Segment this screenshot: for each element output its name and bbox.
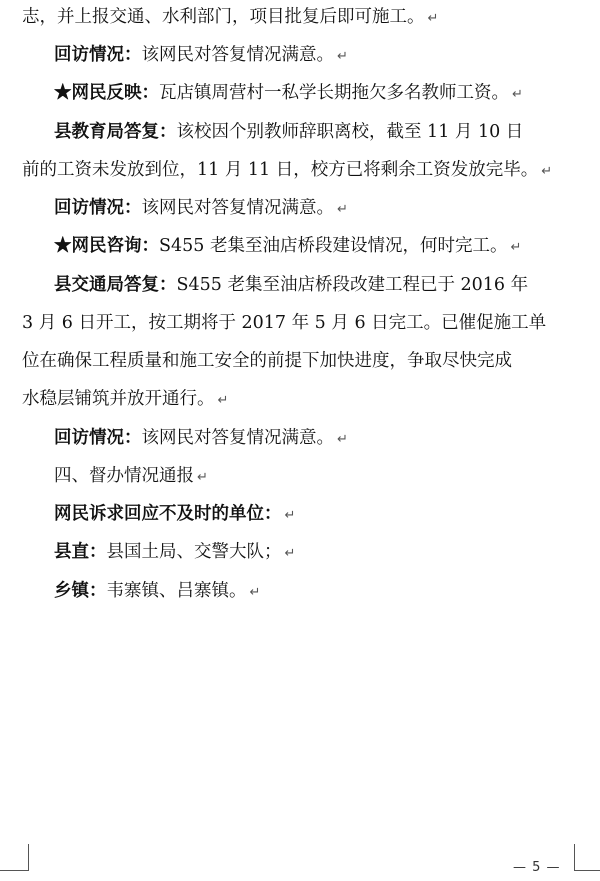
- paragraph-label: 回访情况：: [54, 428, 142, 448]
- paragraph-text: 该网民对答复情况满意。: [141, 198, 334, 218]
- paragraph-mark-icon: ↵: [510, 240, 522, 255]
- paragraph-line-4: [54, 121, 582, 143]
- paragraph-label: 乡镇：: [54, 581, 107, 601]
- paragraph-text: 四、督办情况通报: [54, 466, 194, 486]
- page-number: — 5 —: [513, 860, 561, 875]
- paragraph-text: S455 老集至油店桥段改建工程已于 2016 年: [176, 275, 529, 295]
- paragraph-text: 该网民对答复情况满意。: [141, 45, 334, 65]
- paragraph-mark-icon: ↵: [197, 470, 208, 485]
- paragraph-text: 志，并上报交通、水利部门，项目批复后即可施工。: [22, 7, 425, 27]
- paragraph-mark-icon: ↵: [217, 393, 229, 408]
- paragraph-text: 该校因个别教师辞职离校，截至 11 月 10 日: [176, 122, 524, 142]
- paragraph-line-2: [54, 44, 582, 68]
- paragraph-text: 韦寨镇、吕寨镇。: [106, 581, 247, 601]
- paragraph-label: ★网民反映：: [54, 83, 159, 103]
- paragraph-text: 位在确保工程质量和施工安全的前提下加快进度，争取尽快完成: [22, 351, 512, 371]
- paragraph-text: S455 老集至油店桥段建设情况，何时完工。: [159, 236, 508, 256]
- paragraph-label: 县交通局答复：: [54, 275, 177, 295]
- paragraph-mark-icon: ↵: [284, 546, 296, 561]
- paragraph-mark-icon: ↵: [512, 87, 523, 102]
- paragraph-line-5: [22, 159, 582, 183]
- paragraph-mark-icon: ↵: [337, 432, 348, 447]
- paragraph-text: 瓦店镇周营村一私学长期拖欠多名教师工资。: [159, 83, 509, 103]
- paragraph-mark-icon: ↵: [427, 11, 439, 26]
- paragraph-line-14: [54, 503, 582, 527]
- paragraph-line-6: [54, 197, 582, 221]
- paragraph-mark-icon: ↵: [249, 585, 261, 600]
- paragraph-text: 县国土局、交警大队；: [106, 542, 282, 562]
- paragraph-line-3: [54, 82, 582, 106]
- paragraph-label: 县教育局答复：: [54, 122, 177, 142]
- paragraph-text: 水稳层铺筑并放开通行。: [22, 389, 215, 409]
- paragraph-label: 回访情况：: [54, 198, 142, 218]
- paragraph-line-15: [54, 541, 582, 565]
- paragraph-mark-icon: ↵: [284, 508, 296, 523]
- margin-corner-mark-right: [574, 844, 600, 871]
- margin-corner-mark-left: [0, 844, 29, 871]
- paragraph-mark-icon: ↵: [541, 164, 553, 179]
- paragraph-label: 回访情况：: [54, 45, 142, 65]
- paragraph-text: 前的工资未发放到位，11 月 11 日，校方已将剩余工资发放完毕。: [22, 160, 539, 180]
- paragraph-line-9: [22, 312, 582, 334]
- paragraph-label: 县直：: [54, 542, 107, 562]
- paragraph-text: 3 月 6 日开工，按工期将于 2017 年 5 月 6 日完工。已催促施工单: [22, 313, 547, 333]
- paragraph-label: ★网民咨询：: [54, 236, 159, 256]
- paragraph-line-10: [22, 350, 582, 372]
- section-heading: [54, 465, 582, 489]
- paragraph-line-12: [54, 427, 582, 451]
- paragraph-line-1: [22, 6, 582, 30]
- paragraph-label: 网民诉求回应不及时的单位：: [54, 504, 282, 524]
- paragraph-line-16: [54, 580, 582, 604]
- paragraph-text: 该网民对答复情况满意。: [141, 428, 334, 448]
- paragraph-mark-icon: ↵: [337, 49, 348, 64]
- paragraph-line-8: [54, 274, 582, 296]
- paragraph-mark-icon: ↵: [337, 202, 348, 217]
- paragraph-line-7: [54, 235, 582, 259]
- paragraph-line-11: [22, 388, 582, 412]
